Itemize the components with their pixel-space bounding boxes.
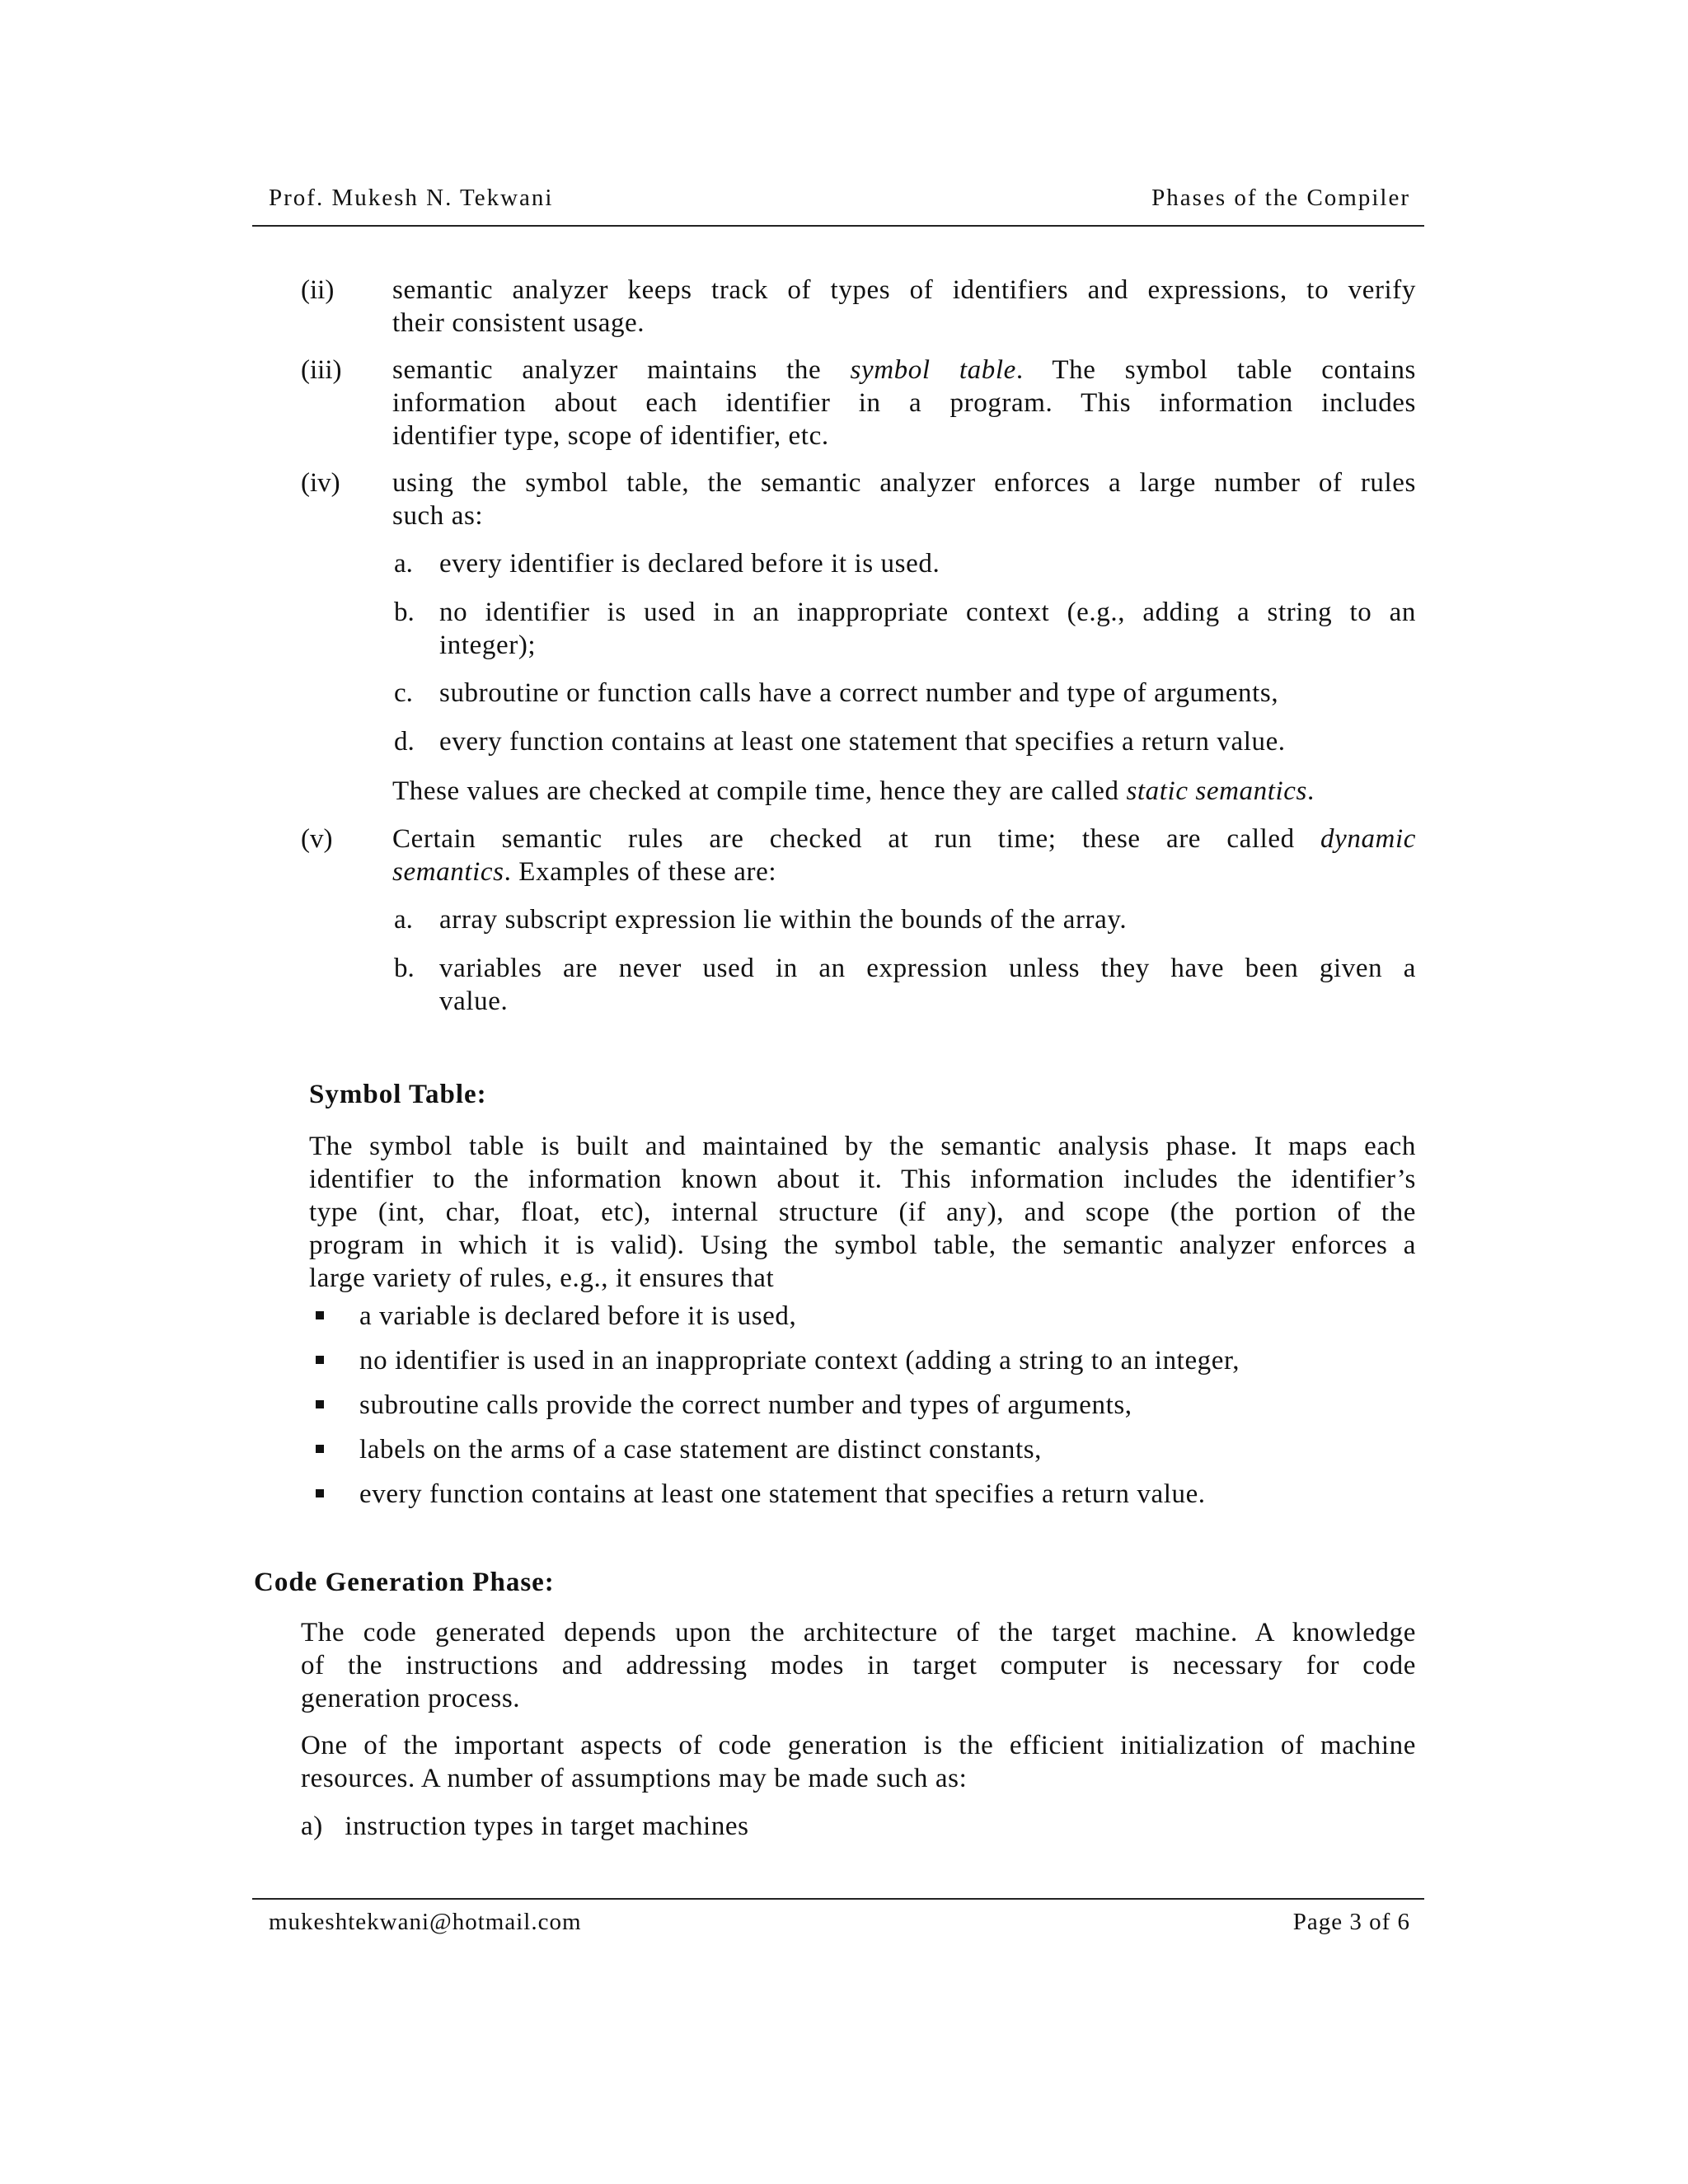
item-iii-line: semantic analyzer maintains the symbol table. The symbol table contains [392,355,1416,385]
item-iii-text [392,354,1416,452]
paragraph-line: One of the important aspects of code generation is the efficient initialization of machine [301,1731,1416,1760]
paragraph-line: The symbol table is built and maintained by the semantic analysis phase. It maps each [309,1132,1416,1161]
bullet-item: every function contains at least one statement that specifies a return value. [359,1479,1206,1509]
subitem-mark: c. [394,678,413,708]
subitem-text [439,952,1416,1018]
subitem-text [439,677,1416,710]
subitem-line: variables are never used in an expression unless they have been given a [439,954,1416,983]
bullet-marker [316,1489,324,1497]
subitem-line: integer); [439,630,537,660]
paragraph-line: program in which it is valid). Using the symbol table, the semantic analyzer enforces a [309,1230,1416,1260]
bullet-marker [316,1400,324,1408]
code-gen-paragraph-2 [301,1729,1416,1795]
subitem-line: array subscript expression lie within the bounds of the array. [439,905,1128,935]
item-number-v: (v) [301,824,333,854]
subitem-line: subroutine or function calls have a correct number and type of arguments, [439,678,1279,708]
item-number-iv: (iv) [301,468,340,498]
symbol-table-paragraph [309,1130,1416,1295]
paragraph-line: identifier to the information known about it. This information includes the identifier’s [309,1165,1416,1194]
section-heading-symbol-table: Symbol Table: [309,1080,487,1109]
item-iv-line: such as: [392,501,484,531]
item-v-line: Certain semantic rules are checked at run time; these are called dynamic [392,824,1416,854]
item-number-iii: (iii) [301,355,342,385]
bullet-item: labels on the arms of a case statement are distinct constants, [359,1435,1043,1465]
subitem-mark: b. [394,954,415,983]
paragraph-line: generation process. [301,1684,521,1713]
bullet-marker [316,1356,324,1364]
bullet-item: no identifier is used in an inappropriate context (adding a string to an integer, [359,1346,1240,1376]
subitem-line: every identifier is declared before it is used. [439,549,940,579]
footer-email: mukeshtekwani@hotmail.com [269,1909,582,1935]
static-semantics-note [392,775,1416,808]
item-number-ii: (ii) [301,275,335,305]
subitem-mark: a. [394,549,413,579]
bullet-item: subroutine calls provide the correct number and types of arguments, [359,1390,1132,1420]
subitem-text [439,547,1416,580]
paragraph-line: resources. A number of assumptions may be made such as: [301,1764,968,1793]
item-ii-line: semantic analyzer keeps track of types of identifiers and expressions, to verify [392,275,1416,305]
header-title: Phases of the Compiler [1151,185,1410,211]
bullet-item: a variable is declared before it is used, [359,1301,797,1331]
footer-divider [252,1898,1424,1900]
bullet-marker [316,1311,324,1319]
item-iv-line: using the symbol table, the semantic analyzer enforces a large number of rules [392,468,1416,498]
subitem-text [439,725,1416,758]
item-v-line: semantics. Examples of these are: [392,857,777,887]
subitem-mark: a. [394,905,413,935]
subitem-line: value. [439,987,509,1016]
item-ii-line: their consistent usage. [392,308,645,338]
subitem-text [439,903,1416,936]
header-divider [252,225,1424,227]
code-gen-list-item: a) instruction types in target machines [301,1811,749,1841]
paragraph-line: of the instructions and addressing modes in target computer is necessary for code [301,1651,1416,1680]
item-v-text [392,823,1416,888]
item-ii-text [392,274,1416,340]
paragraph-line: type (int, char, float, etc), internal structure (if any), and scope (the portion of the [309,1197,1416,1227]
subitem-text [439,596,1416,662]
subitem-line: every function contains at least one statement that specifies a return value. [439,727,1286,757]
subitem-mark: b. [394,598,415,627]
section-heading-code-generation: Code Generation Phase: [254,1568,555,1597]
item-iii-line: information about each identifier in a program. This information includes [392,388,1416,418]
item-iv-text [392,466,1416,532]
footer-page-number: Page 3 of 6 [1292,1909,1410,1935]
subitem-mark: d. [394,727,415,757]
bullet-marker [316,1445,324,1453]
header-author: Prof. Mukesh N. Tekwani [269,185,554,211]
item-iii-line: identifier type, scope of identifier, etc. [392,421,829,451]
paragraph-line: large variety of rules, e.g., it ensures that [309,1263,775,1293]
note-line: These values are checked at compile time, hence they are called static semantics. [392,776,1315,806]
code-gen-paragraph-1 [301,1616,1416,1715]
subitem-line: no identifier is used in an inappropriate context (e.g., adding a string to an [439,598,1416,627]
paragraph-line: The code generated depends upon the architecture of the target machine. A knowledge [301,1618,1416,1647]
